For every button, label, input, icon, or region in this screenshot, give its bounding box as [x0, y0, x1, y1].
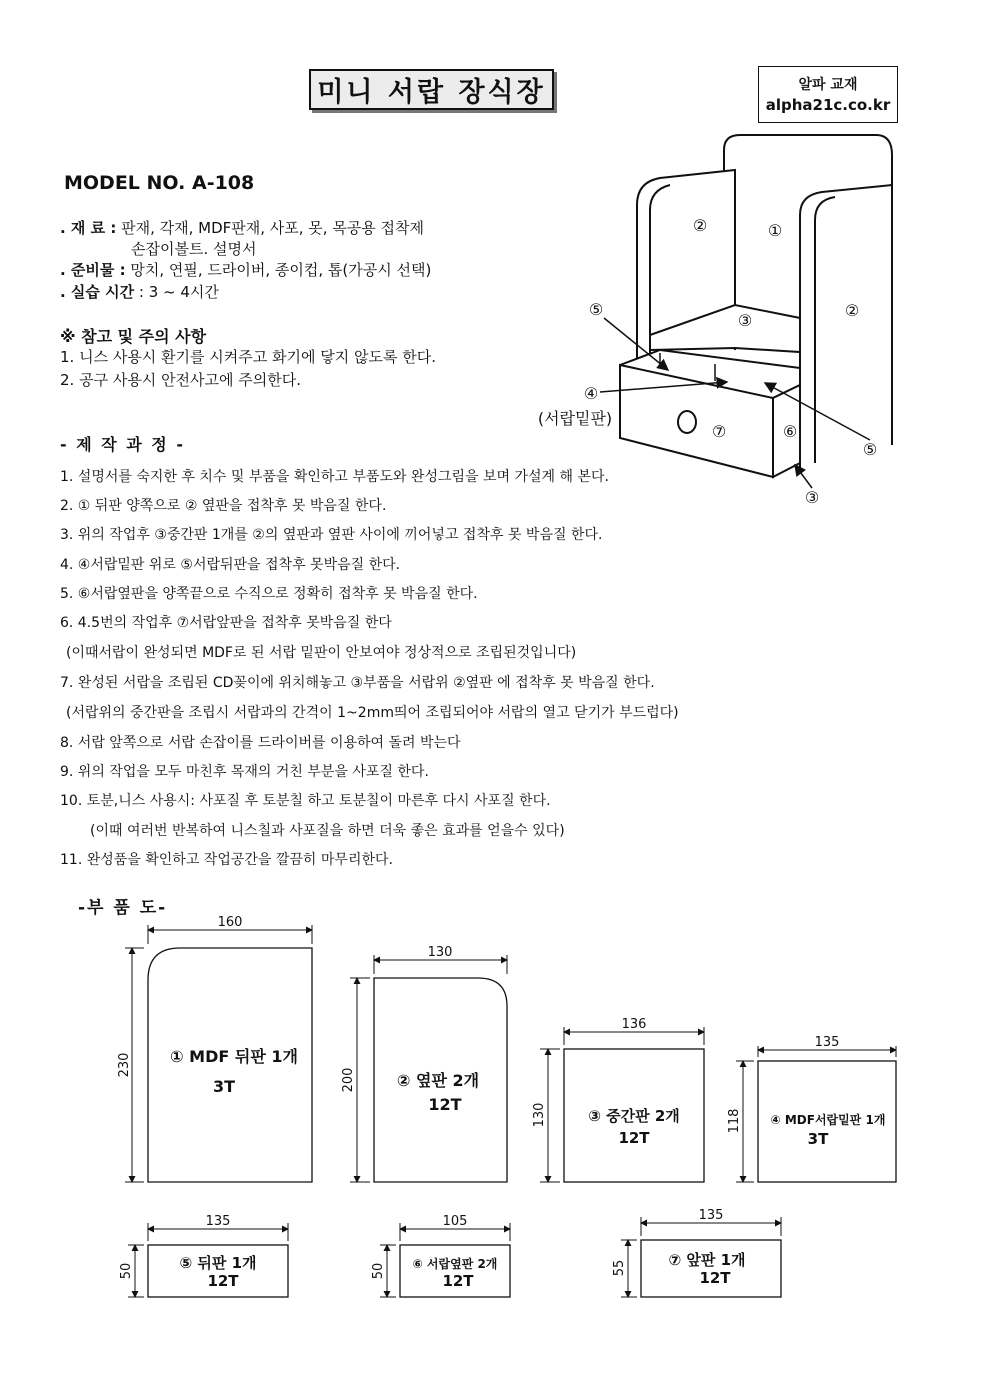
right-side-panel-shape: [800, 185, 892, 468]
part-4-width: 135: [814, 1035, 840, 1050]
part-1-name: ① MDF 뒤판 1개: [170, 1047, 298, 1066]
part-6-height: 50: [371, 1262, 386, 1280]
part-5-width: 135: [205, 1214, 231, 1229]
part-2-thickness: 12T: [428, 1095, 462, 1114]
process-step-note: (이때 여러번 반복하여 니스칠과 사포질을 하면 더욱 좋은 효과를 얻을수 있다): [90, 823, 565, 839]
part-2-name: ② 옆판 2개: [396, 1071, 480, 1090]
process-step: 10. 토분,니스 사용시: 사포질 후 토분칠 하고 토분칠이 마른후 다시 사포질 한다.: [60, 793, 551, 809]
assembly-label-3: ③: [737, 311, 753, 330]
process-step: 9. 위의 작업을 모두 마친후 목재의 거친 부분을 사포질 한다.: [60, 764, 429, 780]
materials-value: 판재, 각재, MDF판재, 사포, 못, 목공용 접착제: [116, 219, 425, 237]
note-item: 2. 공구 사용시 안전사고에 주의한다.: [60, 371, 302, 389]
part-6-width: 105: [442, 1214, 468, 1229]
brand-url: alpha21c.co.kr: [765, 95, 891, 114]
part-2-height: 200: [341, 1067, 356, 1093]
assembly-label-2: ②: [844, 301, 860, 320]
process-step: 3. 위의 작업후 ③중간판 1개를 ②의 옆판과 옆판 사이에 끼어넣고 접착후 못 박음질 한다.: [60, 527, 603, 543]
process-step: 8. 서랍 앞쪽으로 서랍 손잡이를 드라이버를 이용하여 돌려 박는다: [60, 735, 461, 751]
parts-heading: -부 품 도-: [78, 898, 168, 918]
prep-label: . 준비물 :: [60, 261, 126, 279]
materials-row: [60, 218, 424, 238]
part-4-height: 118: [727, 1108, 742, 1134]
part-6-name: ⑥ 서랍옆판 2개: [412, 1257, 498, 1271]
process-step: 2. ① 뒤판 양쪽으로 ② 옆판을 접착후 못 박음질 한다.: [60, 498, 387, 514]
brand-name: 알파 교재: [798, 76, 858, 93]
part-1-thickness: 3T: [212, 1077, 236, 1096]
part-3-width: 136: [621, 1017, 647, 1032]
prep-value: 망치, 연필, 드라이버, 종이컵, 톱(가공시 선택): [125, 261, 432, 279]
part-5-height: 50: [119, 1262, 134, 1280]
part-5-thickness: 12T: [207, 1272, 239, 1290]
process-step-note: (이때서랍이 완성되면 MDF로 된 서랍 밑판이 안보여야 정상적으로 조립된것입니다): [66, 645, 577, 661]
part-1-width: 160: [217, 915, 243, 930]
part-7-thickness: 12T: [699, 1269, 731, 1287]
assembly-label-2: ②: [692, 216, 708, 235]
part-7-name: ⑦ 앞판 1개: [668, 1251, 746, 1269]
time-value: : 3 ~ 4시간: [134, 283, 219, 301]
part-7-width: 135: [698, 1208, 724, 1223]
process-step: 7. 완성된 서랍을 조립된 CD꽂이에 위치해놓고 ③부품을 서랍위 ②옆판 에 접착후 못 박음질 한다.: [60, 675, 655, 691]
part-3-height: 130: [532, 1102, 547, 1128]
knob-icon: [678, 411, 696, 433]
assembly-label-5: ⑤: [588, 300, 604, 319]
time-label: . 실습 시간: [60, 283, 135, 301]
brand-box: [758, 66, 898, 123]
assembly-label-1: ①: [767, 221, 783, 240]
part-1-height: 230: [117, 1052, 132, 1078]
materials-line2: 손잡이볼트. 설명서: [131, 240, 257, 258]
process-heading: - 제 작 과 정 -: [60, 435, 185, 454]
note-item: 1. 니스 사용시 환기를 시켜주고 화기에 닿지 않도록 한다.: [60, 348, 437, 366]
process-step: 5. ⑥서랍옆판을 양쪽끝으로 수직으로 정확히 접착후 못 박음질 한다.: [60, 586, 478, 602]
process-step: 4. ④서랍밑판 위로 ⑤서랍뒤판을 접착후 못박음질 한다.: [60, 557, 401, 573]
drawer-bottom-caption: (서랍밑판): [537, 409, 613, 428]
time-row: [60, 282, 219, 302]
prep-row: [60, 260, 431, 280]
part-2-width: 130: [427, 945, 453, 960]
process-step: 6. 4.5번의 작업후 ⑦서랍앞판을 접착후 못박음질 한다: [60, 615, 392, 631]
materials-label: . 재 료 :: [60, 219, 117, 237]
page-title: 미니 서랍 장식장: [309, 69, 554, 110]
parts-diagram: [0, 900, 1000, 1320]
notes-heading: ※ 참고 및 주의 사항: [60, 327, 207, 346]
assembly-label-4: ④: [583, 384, 599, 403]
part-4-thickness: 3T: [807, 1130, 829, 1148]
process-step: 11. 완성품을 확인하고 작업공간을 깔끔히 마무리한다.: [60, 852, 393, 868]
assembly-label-7: ⑦: [711, 422, 727, 441]
part-3-name: ③ 중간판 2개: [588, 1107, 680, 1125]
assembly-illustration: [520, 125, 920, 520]
part-4-name: ④ MDF서랍밑판 1개: [770, 1113, 886, 1127]
part-3-thickness: 12T: [618, 1129, 650, 1147]
model-number: MODEL NO. A-108: [64, 172, 255, 194]
process-step: 1. 설명서를 숙지한 후 치수 및 부품을 확인하고 부품도와 완성그림을 보며 가설계 해 본다.: [60, 469, 609, 485]
process-step-note: (서랍위의 중간판을 조립시 서랍과의 간격이 1~2mm띄어 조립되어야 서랍의 열고 닫기가 부드럽다): [66, 705, 679, 721]
part-7-height: 55: [612, 1259, 627, 1277]
assembly-label-5: ⑤: [862, 440, 878, 459]
part-6-thickness: 12T: [442, 1272, 474, 1290]
assembly-label-3: ③: [804, 488, 820, 507]
assembly-label-6: ⑥: [782, 422, 798, 441]
part-5-name: ⑤ 뒤판 1개: [179, 1254, 257, 1272]
